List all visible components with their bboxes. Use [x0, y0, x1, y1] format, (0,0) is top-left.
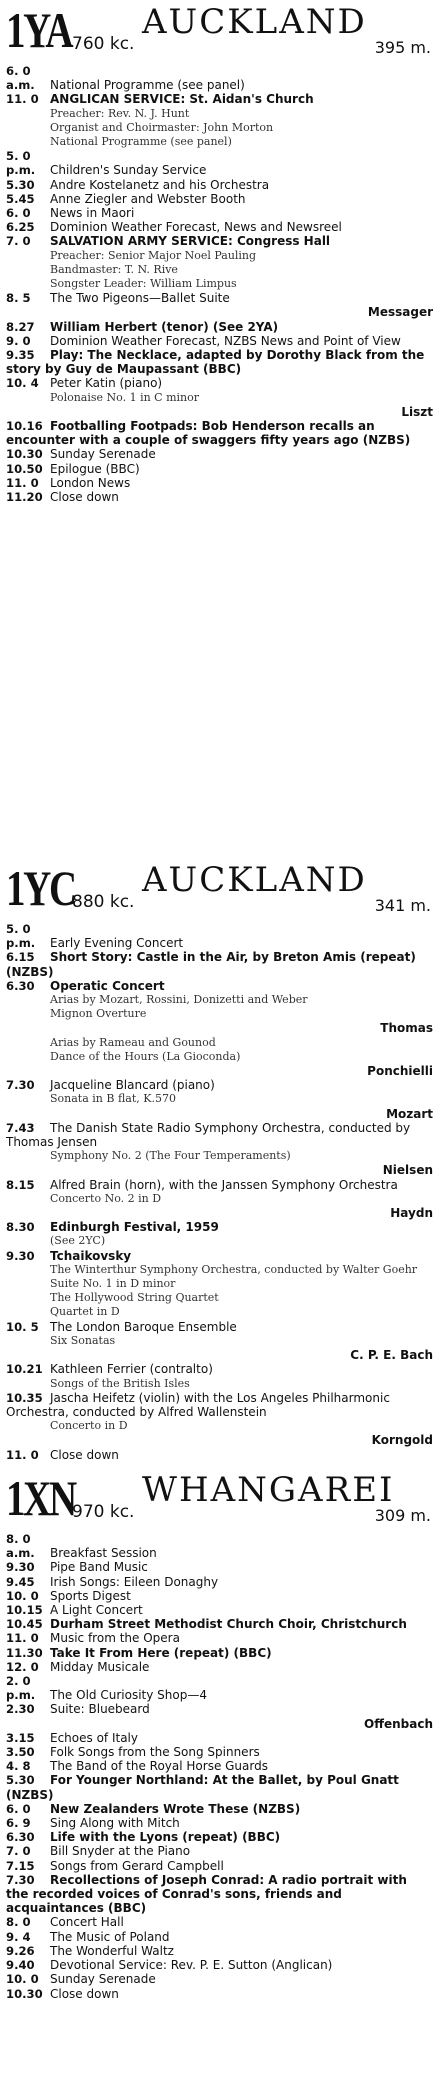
entry-time: 5.30 — [6, 177, 35, 192]
entry-title: The Danish State Radio Symphony Orchestra, conducted by Thomas Jensen — [6, 1120, 411, 1150]
station-wavelength: 395 m. — [374, 38, 431, 57]
entry-time: 12. 0 — [6, 1659, 39, 1674]
entry-title: Operatic Concert — [50, 978, 165, 993]
entry-time: 6. 0 a.m. — [6, 64, 35, 93]
entry-time: 6.25 — [6, 220, 35, 235]
entry-time: 7.30 — [6, 1872, 35, 1887]
entry-time: 5.30 — [6, 1773, 35, 1788]
programme-entry — [6, 220, 433, 234]
entry-time: 9.30 — [6, 1560, 35, 1575]
entry-detail: Sonata in B flat, K.570 — [50, 1092, 176, 1106]
programme-entry — [6, 1603, 433, 1617]
programme-entry — [6, 1560, 433, 1574]
entry-title: Songs from Gerard Campbell — [50, 1858, 224, 1873]
entry-time: 8. 5 — [6, 291, 31, 306]
programme-entry — [6, 1220, 433, 1248]
programme-entry — [6, 979, 433, 1007]
programme-entry — [6, 1958, 433, 1972]
entry-time: 11. 0 — [6, 1631, 39, 1646]
entry-title: Andre Kostelanetz and his Orchestra — [50, 177, 270, 192]
entry-time: 6.15 — [6, 950, 35, 965]
programme-entry — [6, 1646, 433, 1660]
programme-entry — [6, 320, 433, 334]
entry-composer: Liszt — [401, 404, 433, 419]
programme-entry — [6, 1249, 433, 1320]
entry-title: Early Evening Concert — [50, 936, 184, 951]
entry-time: 7.15 — [6, 1858, 35, 1873]
programme-entry — [6, 1972, 433, 1986]
entry-title: Life with the Lyons (repeat) (BBC) — [50, 1830, 281, 1845]
entry-composer: Nielsen — [382, 1163, 433, 1178]
entry-detail: Organist and Choirmaster: John Morton — [50, 120, 274, 134]
programme-entry — [6, 1702, 433, 1730]
entry-title: Anne Ziegler and Webster Booth — [50, 191, 246, 206]
programme-entry — [6, 291, 433, 319]
entry-time: 11. 0 — [6, 475, 39, 490]
entry-composer: Ponchielli — [367, 1064, 433, 1079]
entry-title: Play: The Necklace, adapted by Dorothy Black from the story by Guy de Maupassant (BBC) — [6, 348, 425, 377]
entry-title: William Herbert (tenor) (See 2YA) — [50, 319, 279, 334]
station-callsign: 1YC — [6, 860, 75, 916]
programme-entry — [6, 1362, 433, 1390]
entry-time: 10.30 — [6, 447, 43, 462]
entry-title: Take It From Here (repeat) (BBC) — [50, 1645, 272, 1660]
entry-composer: Haydn — [390, 1206, 433, 1221]
station-frequency: 880 kc. — [72, 892, 135, 912]
entry-time: 5. 0 p.m. — [6, 922, 36, 951]
station-wavelength: 309 m. — [374, 1506, 431, 1525]
programme-entry — [6, 1617, 433, 1631]
entry-detail: Mignon Overture — [50, 1007, 147, 1021]
programme-entry — [6, 1745, 433, 1759]
programme-entry — [6, 490, 433, 504]
entry-time: 6.30 — [6, 978, 35, 993]
programme-entry — [6, 1844, 433, 1858]
programme-list — [6, 922, 433, 1462]
programme-entry — [6, 1078, 433, 1121]
entry-time: 8. 0 — [6, 1915, 31, 1930]
entry-title: Irish Songs: Eileen Donaghy — [50, 1574, 219, 1589]
programme-entry — [6, 92, 433, 149]
programme-entry — [6, 1915, 433, 1929]
entry-time: 6. 9 — [6, 1816, 31, 1831]
entry-time: 9.30 — [6, 1248, 35, 1263]
entry-time: 10.45 — [6, 1617, 43, 1632]
entry-title: The London Baroque Ensemble — [50, 1319, 237, 1334]
entry-detail: Preacher: Rev. N. J. Hunt — [50, 106, 190, 120]
entry-time: 7.30 — [6, 1078, 35, 1093]
entry-title: Concert Hall — [50, 1915, 124, 1930]
entry-detail: The Hollywood String Quartet — [50, 1291, 219, 1305]
entry-title: Pipe Band Music — [50, 1560, 148, 1575]
programme-entry — [6, 1873, 433, 1916]
entry-title: Kathleen Ferrier (contralto) — [50, 1362, 213, 1377]
programme-entry — [6, 1987, 433, 2001]
entry-time: 10.15 — [6, 1603, 43, 1618]
entry-title: ANGLICAN SERVICE: St. Aidan's Church — [50, 92, 314, 107]
programme-entry — [6, 922, 433, 950]
entry-detail: Concerto in D — [50, 1419, 128, 1433]
programme-entry — [6, 234, 433, 291]
programme-entry — [6, 419, 433, 447]
programme-entry — [6, 1320, 433, 1363]
entry-title: Dominion Weather Forecast, News and Newsreel — [50, 220, 342, 235]
entry-title: Durham Street Methodist Church Choir, Christchurch — [50, 1617, 407, 1632]
station-listing — [6, 2, 433, 504]
entry-title: Close down — [50, 1447, 119, 1462]
entry-time: 9.35 — [6, 348, 35, 363]
entry-time: 10.30 — [6, 1986, 43, 2001]
programme-entry — [6, 1121, 433, 1178]
entry-detail: (See 2YC) — [50, 1234, 106, 1248]
entry-composer: Offenbach — [364, 1716, 433, 1731]
programme-entry — [6, 348, 433, 376]
entry-time: 6. 0 — [6, 1801, 31, 1816]
entry-title: Tchaikovsky — [50, 1248, 132, 1263]
station-listing — [6, 860, 433, 1462]
station-frequency: 970 kc. — [72, 1502, 135, 1522]
entry-time: 2. 0 p.m. — [6, 1674, 36, 1703]
entry-time: 9.26 — [6, 1943, 35, 1958]
programme-entry — [6, 1575, 433, 1589]
station-wavelength: 341 m. — [374, 896, 431, 915]
station-callsign: 1YA — [6, 2, 72, 58]
entry-time: 7. 0 — [6, 234, 31, 249]
entry-title: Edinburgh Festival, 1959 — [50, 1220, 219, 1235]
entry-title: Children's Sunday Service — [50, 163, 207, 178]
programme-entry — [6, 1859, 433, 1873]
entry-title: The Two Pigeons—Ballet Suite — [50, 291, 230, 306]
entry-time: 10.50 — [6, 461, 43, 476]
entry-time: 9. 4 — [6, 1929, 31, 1944]
entry-title: New Zealanders Wrote These (NZBS) — [50, 1801, 301, 1816]
programme-entry — [6, 178, 433, 192]
entry-title: Recollections of Joseph Conrad: A radio portrait with the recorded voices of Conrad's sons, friends and acquaintances (BBC) — [6, 1872, 407, 1916]
entry-detail: Polonaise No. 1 in C minor — [50, 390, 199, 404]
programme-entry — [6, 376, 433, 419]
entry-composer: Korngold — [371, 1433, 433, 1448]
entry-title: Jacqueline Blancard (piano) — [50, 1078, 215, 1093]
entry-time: 8.30 — [6, 1220, 35, 1235]
entry-detail: Songs of the British Isles — [50, 1376, 190, 1390]
programme-entry — [6, 1674, 433, 1702]
programme-entry — [6, 149, 433, 177]
entry-title: Epilogue (BBC) — [50, 461, 140, 476]
entry-title: News in Maori — [50, 206, 135, 221]
entry-title: Bill Snyder at the Piano — [50, 1844, 191, 1859]
station-city: WHANGAREI — [142, 1470, 395, 1510]
entry-detail: National Programme (see panel) — [50, 135, 232, 149]
entry-time: 10. 0 — [6, 1972, 39, 1987]
programme-entry — [6, 64, 433, 92]
entry-title: Music from the Opera — [50, 1631, 180, 1646]
entry-time: 5. 0 p.m. — [6, 149, 36, 178]
entry-detail: Preacher: Senior Major Noel Pauling — [50, 248, 257, 262]
entry-title: The Old Curiosity Shop—4 — [50, 1688, 207, 1703]
entry-title: Devotional Service: Rev. P. E. Sutton (Anglican) — [50, 1958, 333, 1973]
programme-entry — [6, 1631, 433, 1645]
station-header — [6, 1470, 433, 1532]
programme-entry — [6, 1802, 433, 1816]
programme-entry — [6, 1589, 433, 1603]
entry-title: Footballing Footpads: Bob Henderson recalls an encounter with a couple of swaggers fifty years ago (NZBS) — [6, 419, 411, 448]
entry-title: Jascha Heifetz (violin) with the Los Angeles Philharmonic Orchestra, conducted by Alfred Wallenstein — [6, 1390, 390, 1419]
entry-detail: Suite No. 1 in D minor — [50, 1277, 176, 1291]
entry-time: 10. 0 — [6, 1588, 39, 1603]
entry-title: Folk Songs from the Song Spinners — [50, 1745, 260, 1760]
entry-title: Suite: Bluebeard — [50, 1702, 150, 1717]
station-header — [6, 2, 433, 64]
entry-detail: Quartet in D — [50, 1305, 120, 1319]
entry-time: 3.50 — [6, 1745, 35, 1760]
entry-title: Breakfast Session — [50, 1546, 157, 1561]
entry-composer: Mozart — [386, 1106, 433, 1121]
entry-composer: C. P. E. Bach — [350, 1348, 433, 1363]
station-callsign: 1XN — [6, 1470, 75, 1526]
programme-entry — [6, 1773, 433, 1801]
entry-detail: Symphony No. 2 (The Four Temperaments) — [50, 1149, 291, 1163]
entry-time: 6.30 — [6, 1830, 35, 1845]
programme-entry — [6, 1660, 433, 1674]
programme-entry — [6, 1816, 433, 1830]
entry-detail: Songster Leader: William Limpus — [50, 277, 237, 291]
entry-time: 2.30 — [6, 1702, 35, 1717]
programme-entry — [6, 1944, 433, 1958]
entry-time: 11.20 — [6, 490, 43, 505]
programme-entry — [6, 462, 433, 476]
entry-title: Close down — [50, 1986, 119, 2001]
entry-time: 7. 0 — [6, 1844, 31, 1859]
programme-entry — [6, 334, 433, 348]
entry-time: 4. 8 — [6, 1759, 31, 1774]
programme-entry — [6, 1391, 433, 1448]
entry-title: London News — [50, 475, 131, 490]
programme-entry — [6, 1036, 433, 1079]
programme-list — [6, 1532, 433, 2001]
station-header — [6, 860, 433, 922]
programme-entry — [6, 950, 433, 978]
entry-time: 9.40 — [6, 1958, 35, 1973]
entry-time: 10. 4 — [6, 376, 39, 391]
programme-entry — [6, 476, 433, 490]
entry-time: 3.15 — [6, 1730, 35, 1745]
programme-entry — [6, 447, 433, 461]
entry-detail: The Winterthur Symphony Orchestra, conducted by Walter Goehr — [50, 1262, 418, 1276]
entry-composer: Thomas — [380, 1021, 433, 1036]
entry-title: Midday Musicale — [50, 1659, 150, 1674]
programme-entry — [6, 1930, 433, 1944]
entry-title: Dominion Weather Forecast, NZBS News and Point of View — [50, 333, 401, 348]
programme-entry — [6, 192, 433, 206]
entry-title: The Band of the Royal Horse Guards — [50, 1759, 268, 1774]
entry-detail: Arias by Mozart, Rossini, Donizetti and Weber — [50, 993, 308, 1007]
entry-title: Sing Along with Mitch — [50, 1816, 180, 1831]
entry-detail: Dance of the Hours (La Gioconda) — [50, 1049, 241, 1063]
programme-entry — [6, 1007, 433, 1035]
entry-time: 5.45 — [6, 191, 35, 206]
entry-time: 9. 0 — [6, 333, 31, 348]
entry-time: 8.27 — [6, 319, 35, 334]
programme-entry — [6, 1759, 433, 1773]
entry-detail: Six Sonatas — [50, 1333, 116, 1347]
station-city: AUCKLAND — [142, 2, 367, 42]
station-city: AUCKLAND — [142, 860, 367, 900]
entry-composer: Messager — [367, 305, 433, 320]
entry-title: Sunday Serenade — [50, 1972, 156, 1987]
programme-entry — [6, 206, 433, 220]
entry-title: Sunday Serenade — [50, 447, 156, 462]
entry-time: 11. 0 — [6, 1447, 39, 1462]
entry-time: 7.43 — [6, 1120, 35, 1135]
entry-time: 10.21 — [6, 1362, 43, 1377]
station-frequency: 760 kc. — [72, 34, 135, 54]
entry-title: Short Story: Castle in the Air, by Breton Amis (repeat) (NZBS) — [6, 950, 416, 979]
programme-entry — [6, 1178, 433, 1221]
entry-title: The Music of Poland — [50, 1929, 170, 1944]
entry-detail: Arias by Rameau and Gounod — [50, 1035, 216, 1049]
programme-entry — [6, 1448, 433, 1462]
programme-entry — [6, 1731, 433, 1745]
entry-title: The Wonderful Waltz — [50, 1943, 174, 1958]
programme-entry — [6, 1532, 433, 1560]
entry-title: Sports Digest — [50, 1588, 131, 1603]
entry-time: 9.45 — [6, 1574, 35, 1589]
entry-detail: Concerto No. 2 in D — [50, 1191, 162, 1205]
entry-title: Echoes of Italy — [50, 1730, 138, 1745]
entry-detail: Bandmaster: T. N. Rive — [50, 262, 178, 276]
entry-time: 8.15 — [6, 1177, 35, 1192]
entry-time: 8. 0 a.m. — [6, 1532, 35, 1561]
entry-title: Peter Katin (piano) — [50, 376, 163, 391]
entry-title: Close down — [50, 490, 119, 505]
programme-list — [6, 64, 433, 504]
programme-entry — [6, 1830, 433, 1844]
entry-time: 10.35 — [6, 1390, 43, 1405]
entry-title: Alfred Brain (horn), with the Janssen Symphony Orchestra — [50, 1177, 398, 1192]
entry-time: 6. 0 — [6, 206, 31, 221]
entry-time: 10. 5 — [6, 1319, 39, 1334]
entry-time: 10.16 — [6, 419, 43, 434]
entry-time: 11.30 — [6, 1645, 43, 1660]
entry-title: For Younger Northland: At the Ballet, by Poul Gnatt (NZBS) — [6, 1773, 399, 1802]
station-listing — [6, 1470, 433, 2001]
entry-title: A Light Concert — [50, 1603, 143, 1618]
entry-title: SALVATION ARMY SERVICE: Congress Hall — [50, 234, 331, 249]
entry-title: National Programme (see panel) — [50, 78, 245, 93]
entry-time: 11. 0 — [6, 92, 39, 107]
